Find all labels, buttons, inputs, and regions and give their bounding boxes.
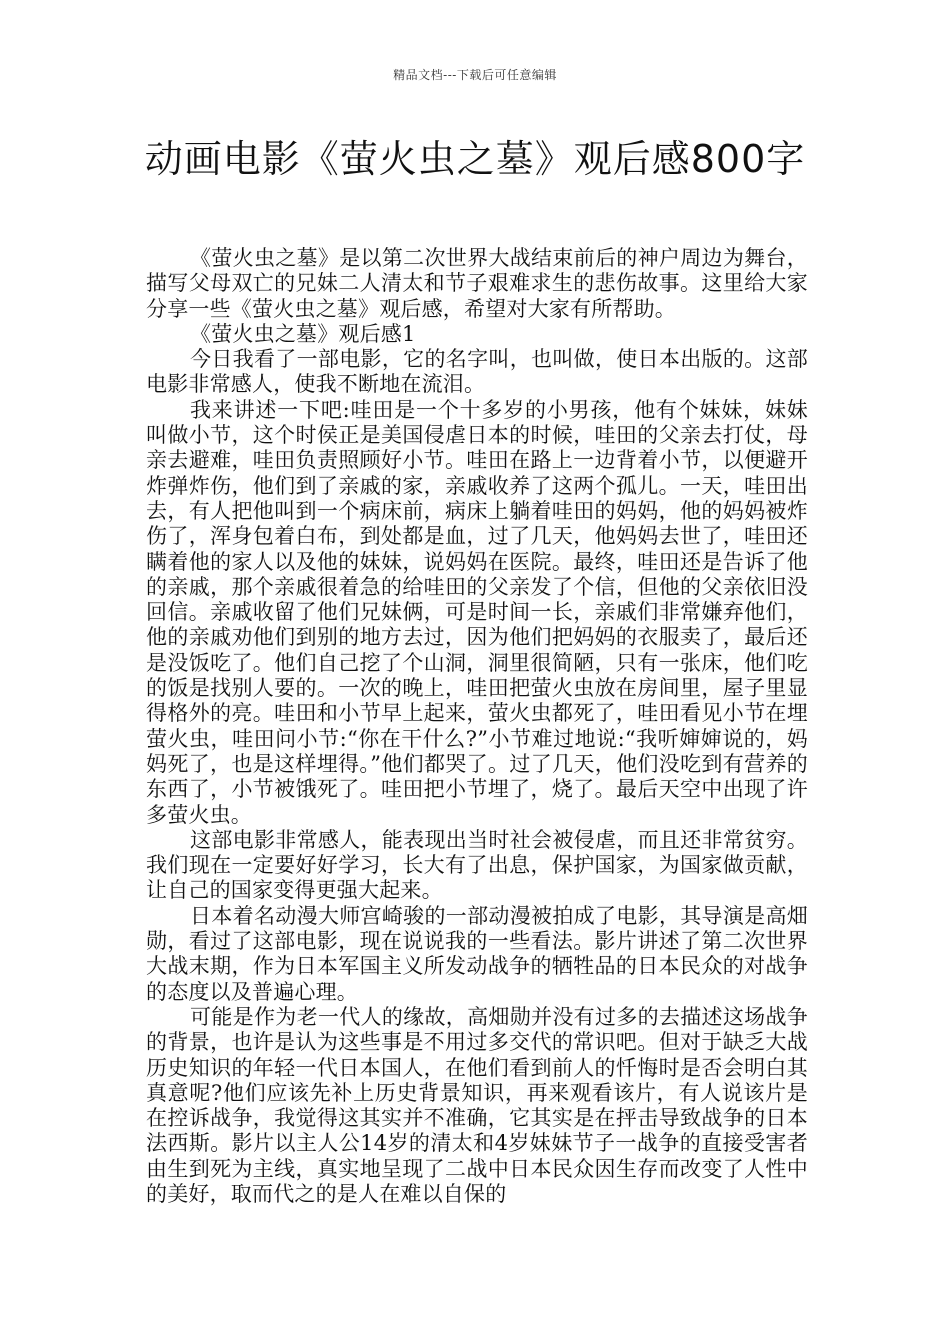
paragraph: 这部电影非常感人，能表现出当时社会被侵虐，而且还非常贫穷。我们现在一定要好好学习，长大有了出息，保护国家，为国家做贡献，让自己的国家变得更强大起来。 bbox=[146, 827, 808, 903]
paragraph: 日本着名动漫大师宫崎骏的一部动漫被拍成了电影，其导演是高畑勋，看过了这部电影，现在说说我的一些看法。影片讲述了第二次世界大战末期，作为日本军国主义所发动战争的牺牲品的日本民众的对战争的态度以及普遍心理。 bbox=[146, 903, 808, 1004]
document-body bbox=[146, 246, 808, 1207]
paragraph: 可能是作为老一代人的缘故，高畑勋并没有过多的去描述这场战争的背景，也许是认为这些事是不用过多交代的常识吧。但对于缺乏大战历史知识的年轻一代日本国人，在他们看到前人的忏悔时是否会明白其真意呢?他们应该先补上历史背景知识，再来观看该片，有人说该片是在控诉战争，我觉得这其实并不准确，它其实是在抨击导致战争的日本法西斯。影片以主人公14岁的清太和4岁妹妹节子一战争的直接受害者由生到死为主线，真实地呈现了二战中日本民众因生存而改变了人性中的美好，取而代之的是人在难以自保的 bbox=[146, 1004, 808, 1206]
paragraph-subheading: 《萤火虫之墓》观后感1 bbox=[190, 321, 416, 346]
header-note: 精品文档---下载后可任意编辑 bbox=[393, 68, 557, 82]
paragraph-intro: 《萤火虫之墓》是以第二次世界大战结束前后的神户周边为舞台，描写父母双亡的兄妹二人清太和节子艰难求生的悲伤故事。这里给大家分享一些《萤火虫之墓》观后感，希望对大家有所帮助。 bbox=[146, 246, 808, 321]
paragraph: 我来讲述一下吧:哇田是一个十多岁的小男孩，他有个妹妹，妹妹叫做小节，这个时侯正是美国侵虐日本的时候，哇田的父亲去打仗，母亲去避难，哇田负责照顾好小节。哇田在路上一边背着小节，以便避开炸弹炸伤，他们到了亲戚的家，亲戚收养了这两个孤儿。一天，哇田出去，有人把他叫到一个病床前，病床上躺着哇田的妈妈，他的妈妈被炸伤了，浑身包着白布，到处都是血，过了几天，他妈妈去世了，哇田还瞒着他的家人以及他的妹妹，说妈妈在医院。最终，哇田还是告诉了他的亲戚，那个亲戚很着急的给哇田的父亲发了个信，但他的父亲依旧没回信。亲戚收留了他们兄妹俩，可是时间一长，亲戚们非常嫌弃他们，他的亲戚劝他们到别的地方去过，因为他们把妈妈的衣服卖了，最后还是没饭吃了。他们自己挖了个山洞，洞里很简陋，只有一张床，他们吃的饭是找别人要的。一次的晚上，哇田把萤火虫放在房间里，屋子里显得格外的亮。哇田和小节早上起来，萤火虫都死了，哇田看见小节在埋萤火虫，哇田问小节:“你在干什么?”小节难过地说:“我听婶婶说的，妈妈死了，也是这样埋得。”他们都哭了。过了几天，他们没吃到有营养的东西了，小节被饿死了。哇田把小节埋了，烧了。最后天空中出现了许多萤火虫。 bbox=[146, 397, 808, 827]
document-title: 动画电影《萤火虫之墓》观后感800字 bbox=[144, 137, 806, 181]
paragraph: 今日我看了一部电影，它的名字叫，也叫做，使日本出版的。这部电影非常感人，使我不断地在流泪。 bbox=[146, 347, 808, 397]
